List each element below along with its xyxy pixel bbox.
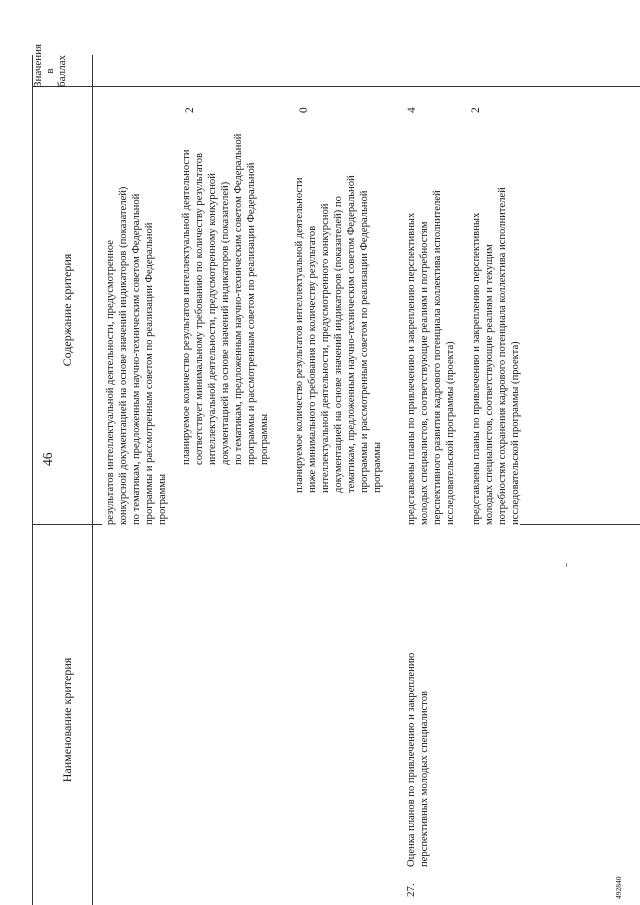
header-name: Наименование критерия [60,657,74,783]
entry-value: 4 [406,107,418,113]
value-column-divider [32,86,640,87]
entry-line: программы [372,441,383,493]
entry-value: 2 [184,107,196,113]
name-content-divider-bottom [520,524,640,525]
entry-line: ниже минимального требования по количеству результатов [307,225,318,493]
entry-line: документацией на основе значений индикаторов (показателей) [220,181,231,465]
entry-line: программы [157,473,168,525]
entry-line: программы [259,413,270,465]
entry-line: программы и рассмотренным советом по реализации Федеральной [246,162,257,465]
entry-line: молодых специалистов, соответствующие реалиям и текущим [484,244,495,525]
entry-line: исследовательской программы (проекта) [510,341,521,525]
entry-line: интеллектуальной деятельности, предусмотренного конкурсной [320,203,331,493]
entry-line: планируемое количество результатов интеллектуальной деятельности [294,177,305,493]
entry-line: результатов интеллектуальной деятельности, предусмотренное [105,239,116,525]
entry-line: представлены планы по привлечению и закреплению перспективных [406,212,417,525]
entry-line: по тематикам, предложенным научно-техническим советом Федеральной [131,193,142,525]
entry-line: представлены планы по привлечению и закреплению перспективных [471,212,482,525]
header-content: Содержание критерия [60,253,74,367]
entry-line: исследовательской программы (проекта) [445,341,456,525]
header-bottom-border [92,55,93,905]
entry-line: потребностям сохранения кадрового потенциала коллектива исполнителей [497,187,508,525]
rotated-table-sheet [0,43,640,905]
entry-line: документацией на основе значений индикаторов (показателей) по [333,196,344,493]
entry-value: 0 [298,107,310,113]
entry-line: программы и рассмотренным советом по реализации Федеральной [359,190,370,493]
header-value: Значения в баллах [32,43,68,87]
scan-speck [566,563,567,567]
entry-line: программы и рассмотренным советом по реализации Федеральной [144,222,155,525]
entry-line: молодых специалистов, соответствующие реалиям и потребностям [419,221,430,525]
entry-value: 2 [470,107,482,113]
entry-line: тематикам, предложенным научно-техническим советом Федеральной [346,175,357,493]
page-number: 46 [40,452,55,466]
table-top-border [32,55,33,905]
entry-line: перспективного развития кадрового потенциала коллектива исполнителей [432,190,443,525]
entry-line: конкурсной документацией на основе значений индикаторов (показателей) [118,186,129,525]
criterion-number: 27. [405,883,417,897]
entry-line: соответствует минимальному требованию по количеству результатов [194,152,205,465]
criterion-name-line: перспективных молодых специалистов [419,690,430,867]
name-content-divider-top [32,524,102,525]
entry-line: по тематикам, предложенным научно-техническим советом Федеральной [233,133,244,465]
document-code: 492840 [614,876,623,899]
criterion-name-line: Оценка планов по привлечению и закреплению [406,652,417,867]
entry-line: планируемое количество результатов интеллектуальной деятельности [181,149,192,465]
entry-line: интеллектуальной деятельности, предусмотренному конкурсной [207,173,218,465]
